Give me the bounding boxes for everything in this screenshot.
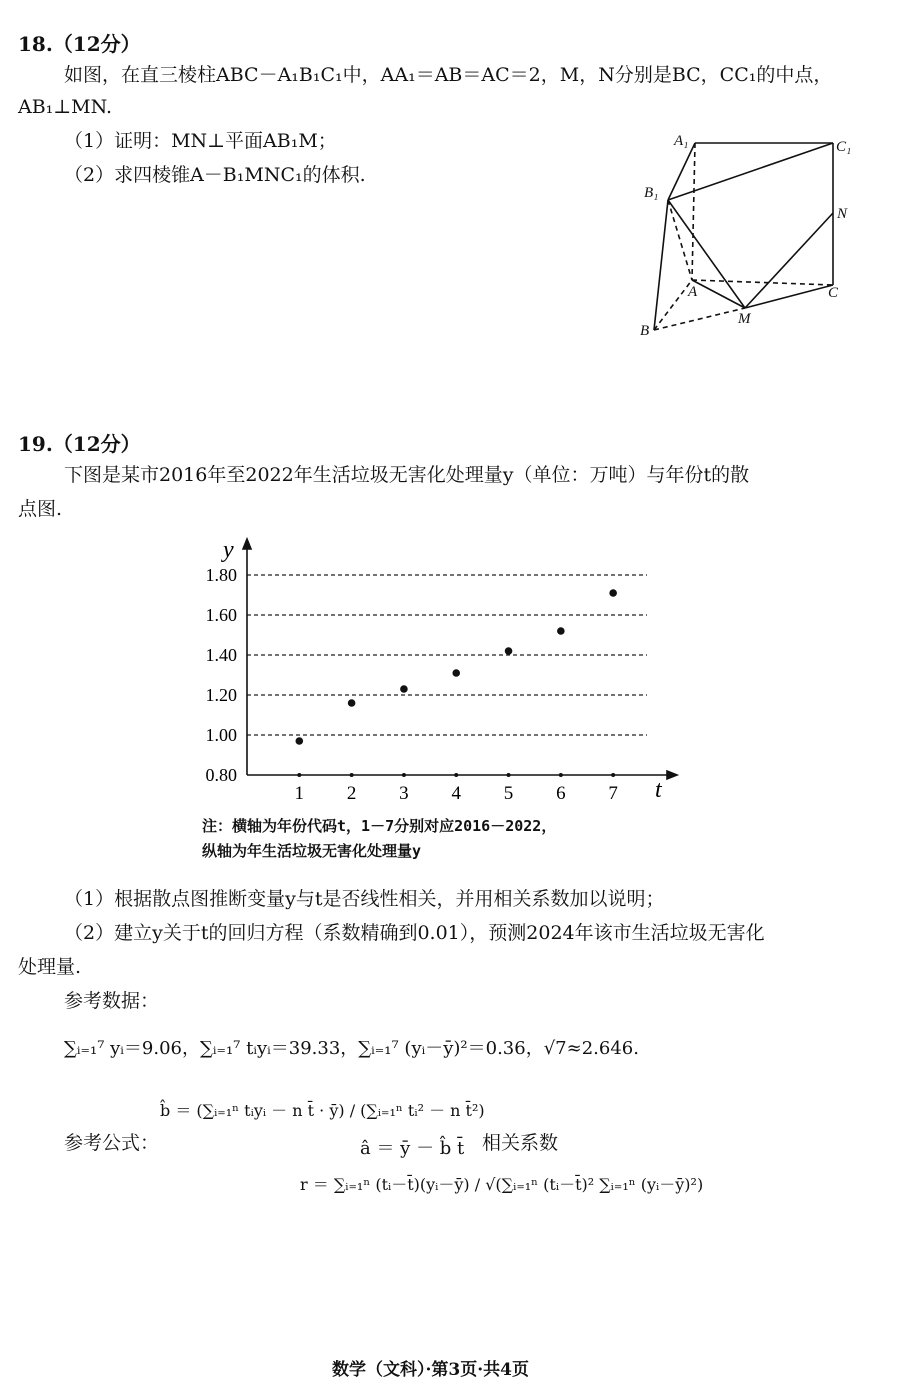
q19-part1: （1）根据散点图推断变量y与t是否线性相关，并用相关系数加以说明； [64,888,665,910]
y-tick-label: 1.60 [205,605,237,625]
x-tick-mark [350,773,354,777]
ref-formula-label: 参考公式： [64,1132,160,1154]
data-point [296,737,304,745]
x-tick-mark [559,773,563,777]
corr-label: 相关系数 [482,1132,559,1154]
q18-part2: （2）求四棱锥A－B₁MNC₁的体积. [64,164,366,186]
y-axis-arrow [243,539,251,549]
page-footer: 数学（文科）·第3页·共4页 [332,1360,529,1380]
x-axis-arrow [667,771,677,779]
ref-data-values: ∑ᵢ₌₁⁷ yᵢ＝9.06，∑ᵢ₌₁⁷ tᵢyᵢ＝39.33，∑ᵢ₌₁⁷ (yᵢ－ȳ)²＝0.36，√7≈2.646. [64,1038,639,1059]
y-tick-label: 0.80 [205,765,237,785]
edge-b1-b [654,200,668,330]
x-tick-mark [507,773,511,777]
q19-intro-line1: 下图是某市2016年至2022年生活垃圾无害化处理量y（单位：万吨）与年份t的散 [64,464,750,486]
label-a: A [688,284,698,300]
label-m: M [738,311,751,327]
edge-m-n [745,213,833,308]
q19-part2-line2: 处理量. [18,956,82,978]
formula-a-hat: â ＝ ȳ － b̂ t̄ [360,1138,465,1159]
x-tick-label: 2 [346,783,357,804]
chart-note-line1: 注：横轴为年份代码t，1－7分别对应2016－2022， [202,817,557,835]
label-c1: C₁ [836,139,852,155]
x-tick-mark [454,773,458,777]
q18-part1: （1）证明：MN⊥平面AB₁M； [64,130,337,152]
ref-data-label: 参考数据： [64,990,160,1012]
y-tick-label: 1.00 [205,725,237,745]
data-point [505,647,513,655]
label-n: N [837,206,848,222]
x-tick-label: 4 [451,783,461,804]
formula-r: r ＝ ∑ᵢ₌₁ⁿ (tᵢ－t̄)(yᵢ－ȳ) / √(∑ᵢ₌₁ⁿ (tᵢ－t̄)² ∑ᵢ₌₁ⁿ (yᵢ－ȳ)²) [300,1175,704,1194]
q19-number: 19.（12分） [18,432,141,456]
q18-number: 18.（12分） [18,32,141,56]
q18-stem-line1: 如图，在直三棱柱ABC－A₁B₁C₁中，AA₁＝AB＝AC＝2，M，N分别是BC，CC₁的中点， [64,64,833,86]
y-tick-label: 1.80 [205,565,237,585]
data-point [348,699,356,707]
x-tick-mark [402,773,406,777]
y-tick-label: 1.20 [205,685,237,705]
edge-a1-a [692,143,695,280]
data-point [400,685,408,693]
edge-b1-a [668,200,692,280]
edge-b-a [654,280,692,330]
edge-a-c [692,280,833,285]
q19-part2-line1: （2）建立y关于t的回归方程（系数精确到0.01），预测2024年该市生活垃圾无害化 [64,922,765,944]
y-tick-label: 1.40 [205,645,237,665]
edge-b-m [654,308,745,330]
edge-b1-m [668,200,745,308]
data-point [452,669,460,677]
x-tick-label: 6 [556,783,566,804]
x-tick-label: 1 [294,783,305,804]
edge-m-c [745,285,833,308]
x-axis-label: t [655,777,662,803]
y-axis-label: y [223,537,234,563]
formula-b-hat: b̂ ＝ (∑ᵢ₌₁ⁿ tᵢyᵢ － n t̄ · ȳ) / (∑ᵢ₌₁ⁿ tᵢ² － n t̄²) [160,1101,485,1120]
x-tick-label: 7 [608,783,618,804]
label-c: C [828,285,839,301]
x-tick-label: 5 [503,783,514,804]
x-tick-label: 3 [399,783,409,804]
data-point [609,589,617,597]
q18-stem-line2: AB₁⊥MN. [18,96,113,118]
prism-figure [630,125,860,350]
label-b1: B₁ [644,185,659,201]
label-b: B [640,323,650,339]
edge-a-m [692,280,745,308]
q19-intro-line2: 点图. [18,498,63,520]
x-tick-mark [611,773,615,777]
edge-b1-c1 [668,143,833,200]
scatter-chart [185,535,685,805]
chart-note-line2: 纵轴为年生活垃圾无害化处理量y [202,842,422,860]
x-tick-mark [297,773,301,777]
data-point [557,627,565,635]
label-a1: A₁ [674,133,689,149]
